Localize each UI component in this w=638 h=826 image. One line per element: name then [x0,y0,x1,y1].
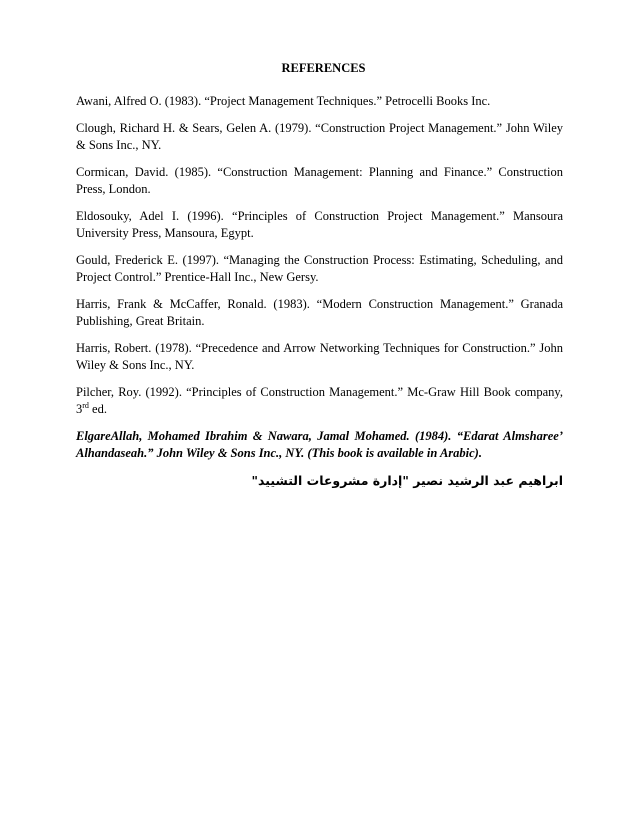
reference-pilcher-main: Pilcher, Roy. (1992). “Principles of Construction Management.” Mc-Graw Hill Book company, 3 [76,385,563,416]
reference-gould: Gould, Frederick E. (1997). “Managing the Construction Process: Estimating, Scheduling, and Project Control.” Prentice-Hall Inc., New Gersy. [76,253,563,284]
reference-pilcher-superscript: rd [82,400,89,410]
reference-eldosouky: Eldosouky, Adel I. (1996). “Principles of Construction Project Management.” Mansoura University Press, Mansoura, Egypt. [76,209,563,240]
reference-arabic: ابراهيم عبد الرشيد نصير "إدارة مشروعات التشييد" [251,473,563,488]
reference-pilcher-tail: ed. [88,402,107,416]
reference-pilcher [76,384,563,418]
page-title: REFERENCES [281,61,366,75]
references-page [76,60,563,489]
reference-harris-frank: Harris, Frank & McCaffer, Ronald. (1983). “Modern Construction Management.” Granada Publishing, Great Britain. [76,297,563,328]
reference-elgareallah: ElgareAllah, Mohamed Ibrahim & Nawara, Jamal Mohamed. (1984). “Edarat Almsharee’ Alhandaseah.” John Wiley & Sons Inc., NY. (This book is available in Arabic). [76,429,563,460]
reference-clough: Clough, Richard H. & Sears, Gelen A. (1979). “Construction Project Management.” John Wiley & Sons Inc., NY. [76,121,563,152]
reference-harris-robert: Harris, Robert. (1978). “Precedence and Arrow Networking Techniques for Construction.” John Wiley & Sons Inc., NY. [76,341,563,372]
reference-awani: Awani, Alfred O. (1983). “Project Management Techniques.” Petrocelli Books Inc. [76,94,491,108]
reference-cormican: Cormican, David. (1985). “Construction Management: Planning and Finance.” Construction Press, London. [76,165,563,196]
